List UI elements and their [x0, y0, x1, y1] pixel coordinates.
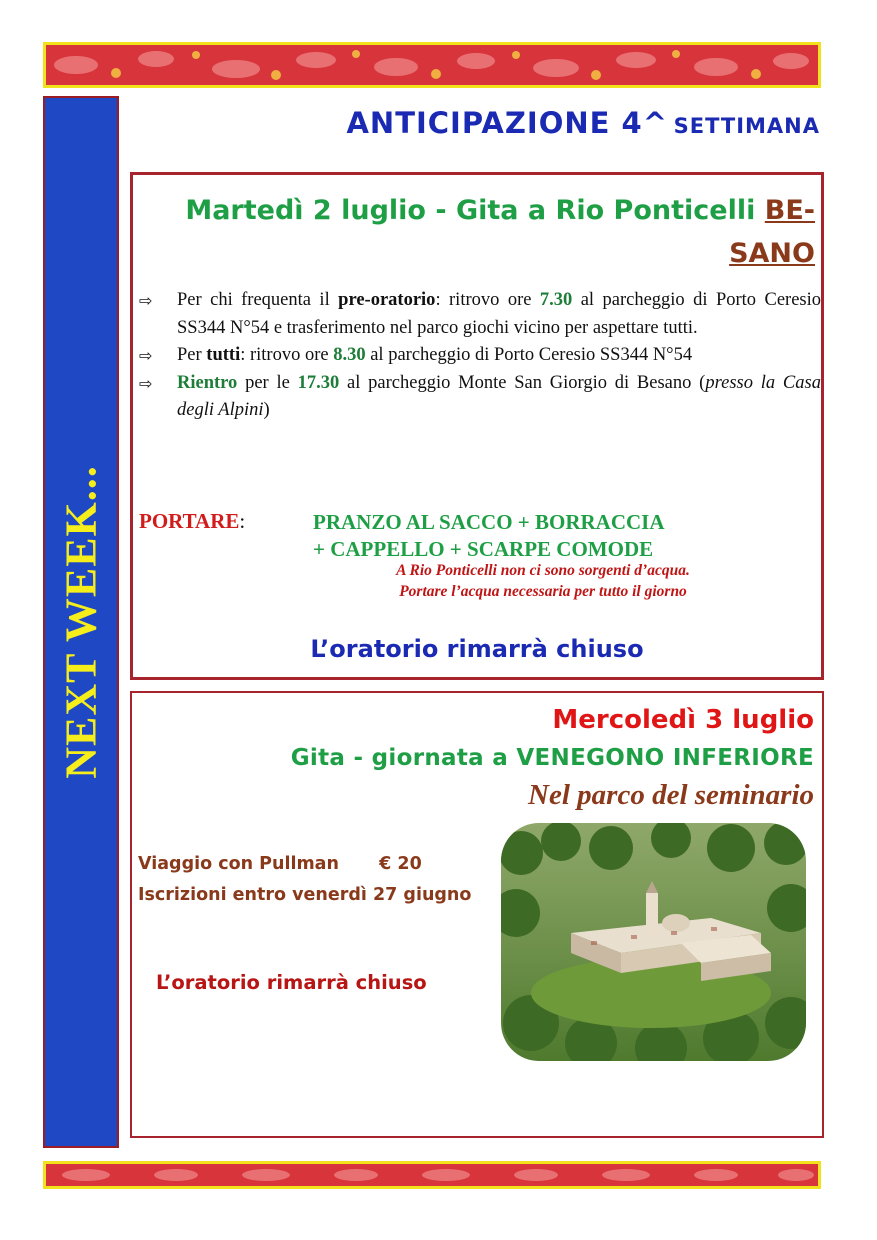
event-1-box [130, 172, 824, 680]
item-italic: presso la Casa degli Alpini [177, 372, 821, 420]
page-heading [130, 106, 820, 140]
item-text: Per [177, 345, 207, 365]
event-2-closed-notice: L’oratorio rimarrà chiuso [156, 971, 427, 994]
item-text: al parcheggio di Porto Ceresio SS344 N°54 [365, 345, 693, 365]
item-text: al parcheggio Monte San Giorgio di Besano ( [339, 372, 706, 393]
portare-line-2: + CAPPELLO + SCARPE COMODE [313, 537, 654, 561]
event-1-closed-notice: L’oratorio rimarrà chiuso [310, 635, 644, 663]
trip-label: Viaggio con Pullman [138, 854, 339, 874]
item-bold: pre-oratorio [338, 290, 436, 310]
heading-main: ANTICIPAZIONE 4^ [346, 106, 669, 140]
double-arrow-icon: ⇨ [139, 346, 153, 365]
side-title: NEXT WEEK... [56, 465, 106, 779]
item-time: 8.30 [333, 345, 366, 365]
event-1-list [139, 287, 821, 425]
enroll-deadline: Iscrizioni entro venerdì 27 giugno [138, 885, 472, 905]
list-item [139, 342, 821, 370]
item-text: per le [237, 372, 298, 393]
event-1-place-part1: BE- [764, 195, 815, 226]
event-1-title-text: Martedì 2 luglio - Gita a Rio Ponticelli [185, 195, 756, 226]
item-time: 17.30 [297, 372, 340, 393]
item-bold: Rientro [177, 372, 238, 393]
trip-price: € 20 [379, 854, 422, 874]
portare-line-1: PRANZO AL SACCO + BORRACCIA [313, 510, 665, 534]
double-arrow-icon: ⇨ [139, 373, 153, 393]
heading-suffix: SETTIMANA [673, 114, 820, 138]
portare-items [313, 509, 665, 563]
trip-line [138, 849, 471, 880]
item-text: ) [263, 400, 270, 420]
water-note-1: A Rio Ponticelli non ci sono sorgenti d’acqua. [396, 562, 690, 579]
event-2-box [130, 691, 824, 1138]
item-text: : ritrovo ore [435, 290, 540, 310]
event-2-info [138, 849, 471, 911]
water-note-2: Portare l’acqua necessaria per tutto il giorno [399, 583, 687, 600]
list-item [139, 370, 821, 425]
portare-label [139, 509, 245, 534]
portare-colon: : [239, 509, 246, 533]
bottom-decorative-banner [43, 1161, 821, 1189]
portare-label-text: PORTARE [139, 509, 240, 533]
event-2-title: Mercoledì 3 luglio [552, 705, 814, 735]
banner-pattern-icon [46, 1164, 818, 1186]
list-item [139, 287, 821, 342]
item-text: : ritrovo ore [240, 345, 334, 365]
event-1-title [155, 189, 815, 275]
seminary-aerial-photo [501, 823, 806, 1061]
double-arrow-icon: ⇨ [139, 291, 153, 310]
side-panel [43, 96, 119, 1148]
item-text: Per chi frequenta il [177, 290, 339, 310]
item-time: 7.30 [539, 290, 573, 310]
item-text: al parcheggio di Porto Ceresio SS344 N°54 e trasferimento nel parco giochi vicino per aspettare tutti. [177, 290, 822, 338]
top-decorative-banner [43, 42, 821, 88]
event-2-location: Nel parco del seminario [528, 779, 814, 811]
event-1-place-part2: SANO [729, 238, 815, 269]
item-bold: tutti [206, 345, 241, 365]
event-2-subtitle: Gita - giornata a VENEGONO INFERIORE [290, 745, 814, 771]
banner-pattern-icon [46, 45, 818, 85]
seminary-photo-icon [501, 823, 806, 1061]
